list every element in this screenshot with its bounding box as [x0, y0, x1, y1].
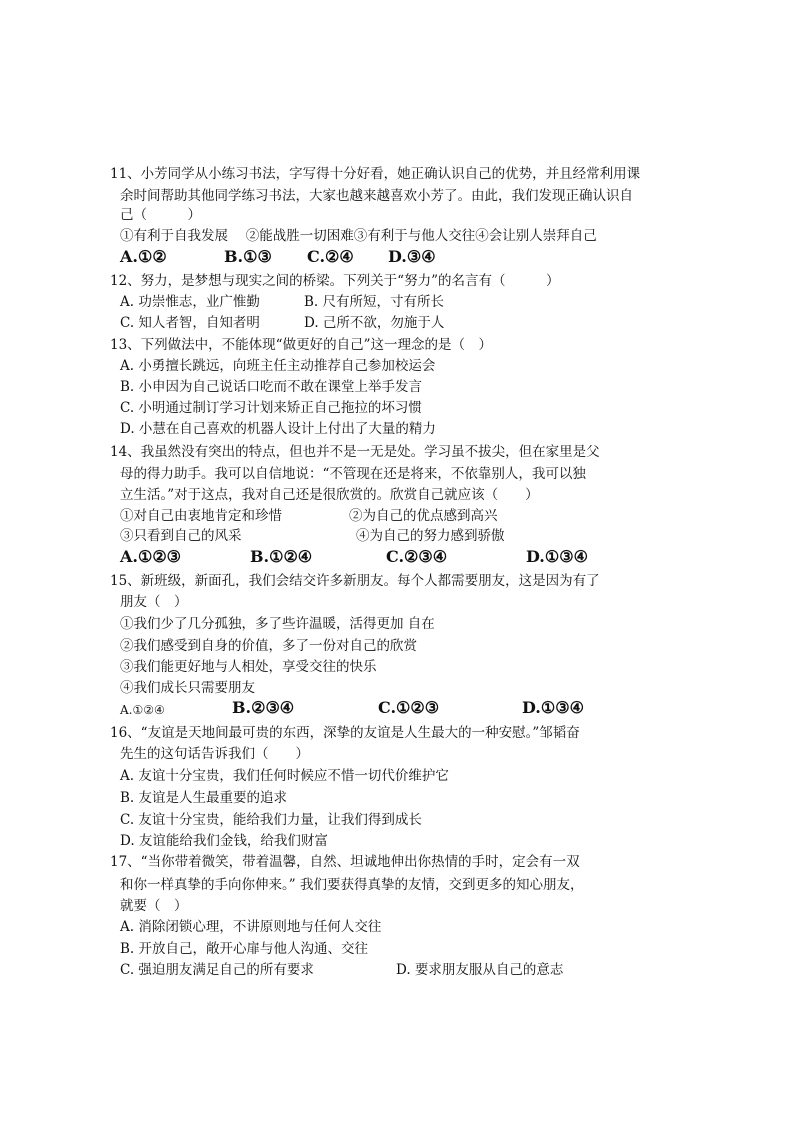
q15-stem-line1: 15、新班级，新面孔，我们会结交许多新朋友。每个人都需要朋友，这是因为有了 [110, 573, 600, 589]
q16-option-b: B. 友谊是人生最重要的追求 [120, 790, 288, 806]
q14-stem-line3: 立生活。”对于这点，我对自己还是很欣赏的。欣赏自己就应该（ ） [120, 487, 539, 503]
q13-option-c: C. 小明通过制订学习计划来矫正自己拖拉的坏习惯 [120, 400, 422, 416]
q14-stem-line2: 母的得力助手。我可以自信地说：“不管现在还是将来，不依靠别人，我可以独 [120, 466, 586, 482]
q13-stem: 13、下列做法中，不能体现“做更好的自己”这一理念的是（ ） [110, 337, 492, 353]
q17-option-b: B. 开放自己，敞开心扉与他人沟通、交往 [120, 941, 369, 957]
q12-option-c: C. 知人者智，自知者明 [120, 315, 260, 331]
q17-option-a: A. 消除闭锁心理，不讲原则地与任何人交往 [120, 919, 382, 935]
q14-item-1: ①对自己由衷地肯定和珍惜 [120, 508, 282, 524]
q11-option-c: C.②④ [307, 247, 354, 266]
q15-stem-line2: 朋友（ ） [120, 594, 188, 610]
q15-item-1: ①我们少了几分孤独，多了些许温暖，活得更加 自在 [120, 616, 435, 632]
q15-option-d: D.①③④ [522, 698, 584, 717]
q12-option-b: B. 尺有所短，寸有所长 [304, 294, 445, 310]
q14-option-b: B.①②④ [250, 547, 313, 566]
q15-option-b: B.②③④ [232, 698, 295, 717]
q13-option-b: B. 小申因为自己说话口吃而不敢在课堂上举手发言 [120, 379, 423, 395]
q14-item-3: ③只看到自己的风采 [120, 528, 242, 544]
q17-stem-line3: 就要（ ） [120, 898, 188, 914]
q11-option-a: A.①② [120, 247, 167, 266]
q16-option-d: D. 友谊能给我们金钱，给我们财富 [120, 833, 328, 849]
q12-option-a: A. 功崇惟志，业广惟勤 [120, 294, 260, 310]
q12-option-d: D. 己所不欲，勿施于人 [304, 315, 445, 331]
q17-stem-line2: 和你一样真挚的手向你伸来。” 我们要获得真挚的友情，交到更多的知心朋友， [120, 877, 584, 893]
q17-option-d: D. 要求朋友服从自己的意志 [396, 962, 564, 978]
q14-item-4: ④为自己的努力感到骄傲 [356, 528, 505, 544]
q14-option-a: A.①②③ [120, 547, 182, 566]
q11-items: ①有利于自我发展 ②能战胜一切困难③有利于与他人交往④会让别人崇拜自己 [120, 228, 597, 244]
q13-option-d: D. 小慧在自己喜欢的机器人设计上付出了大量的精力 [120, 421, 436, 437]
q14-option-d: D.①③④ [526, 547, 588, 566]
q15-item-4: ④我们成长只需要朋友 [120, 680, 255, 696]
q11-stem-line3: 己（ ） [120, 207, 201, 223]
q16-stem-line2: 先生的这句话告诉我们（ ） [120, 746, 309, 762]
q11-stem-line1: 11、小芳同学从小练习书法，字写得十分好看，她正确认识自己的优势，并且经常利用课 [110, 166, 641, 182]
q17-stem-line1: 17、“当你带着微笑，带着温馨，自然、坦诚地伸出你热情的手时，定会有一双 [110, 854, 580, 870]
q16-option-c: C. 友谊十分宝贵，能给我们力量，让我们得到成长 [120, 812, 422, 828]
q15-item-2: ②我们感受到自身的价值，多了一份对自己的欣赏 [120, 638, 417, 654]
q11-stem-line2: 余时间帮助其他同学练习书法，大家也越来越喜欢小芳了。由此，我们发现正确认识自 [120, 188, 633, 204]
q16-option-a: A. 友谊十分宝贵，我们任何时候应不惜一切代价维护它 [120, 768, 449, 784]
q13-option-a: A. 小勇擅长跳远，向班主任主动推荐自己参加校运会 [120, 358, 436, 374]
q11-option-b: B.①③ [224, 247, 272, 266]
q15-item-3: ③我们能更好地与人相处，享受交往的快乐 [120, 659, 377, 675]
q17-option-c: C. 强迫朋友满足自己的所有要求 [120, 962, 314, 978]
q16-stem-line1: 16、“友谊是天地间最可贵的东西，深挚的友谊是人生最大的一种安慰。”邹韬奋 [110, 725, 580, 741]
q14-stem-line1: 14、我虽然没有突出的特点，但也并不是一无是处。学习虽不拔尖，但在家里是父 [110, 444, 600, 460]
q14-item-2: ②为自己的优点感到高兴 [349, 508, 498, 524]
q14-option-c: C.②③④ [386, 547, 448, 566]
q12-stem: 12、努力，是梦想与现实之间的桥梁。下列关于“努力”的名言有（ ） [110, 273, 560, 289]
q15-option-c: C.①②③ [378, 698, 440, 717]
q15-option-a: A.①②④ [120, 703, 165, 717]
q11-option-d: D.③④ [388, 247, 436, 266]
